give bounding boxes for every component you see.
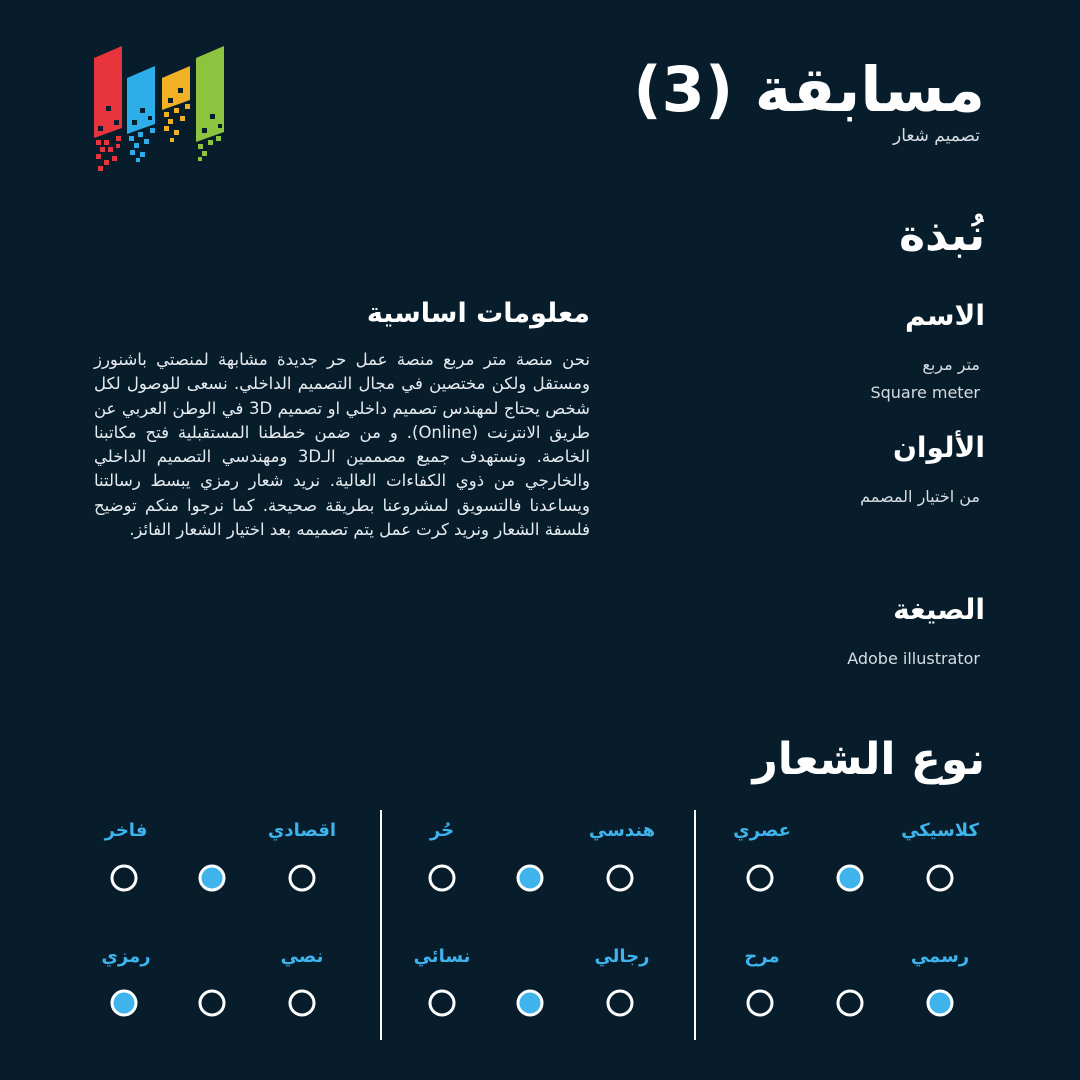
scale-option[interactable] [429, 990, 456, 1017]
column-divider [694, 810, 696, 1040]
scale-option-selected[interactable] [517, 865, 544, 892]
scale-label-right: هندسي [588, 820, 656, 841]
scale-label-right: رجالي [594, 946, 650, 967]
scale-label-right: رسمي [910, 946, 970, 967]
about-heading: معلومات اساسية [366, 298, 590, 329]
scale-label-left: حُر [429, 820, 455, 841]
logo-type-heading: نوع الشعار [752, 734, 985, 785]
scale-option-selected[interactable] [927, 990, 954, 1017]
scale-option[interactable] [747, 990, 774, 1017]
scale-option-selected[interactable] [837, 865, 864, 892]
format-label: الصيغة [893, 593, 985, 626]
scale-label-left: رمزي [101, 946, 151, 967]
scale-label-left: مرح [744, 946, 780, 967]
scale-option-selected[interactable] [111, 990, 138, 1017]
scale-label-right: اقصادي [267, 820, 337, 841]
brand-logo [94, 44, 226, 174]
scale-option-selected[interactable] [517, 990, 544, 1017]
scale-option-selected[interactable] [199, 865, 226, 892]
scale-option[interactable] [607, 990, 634, 1017]
brief-heading: نُبذة [899, 210, 985, 261]
name-label: الاسم [905, 299, 985, 332]
column-divider [380, 810, 382, 1040]
page-subtitle: تصميم شعار [893, 126, 980, 146]
format-value: Adobe illustrator [847, 649, 980, 668]
scale-option[interactable] [747, 865, 774, 892]
scale-option[interactable] [199, 990, 226, 1017]
scale-option[interactable] [429, 865, 456, 892]
name-english: Square meter [870, 383, 980, 402]
scale-label-left: نسائي [413, 946, 471, 967]
scale-option[interactable] [927, 865, 954, 892]
scale-label-right: كلاسيكي [901, 820, 979, 841]
scale-label-left: عصري [733, 820, 791, 841]
scale-option[interactable] [289, 990, 316, 1017]
scale-label-right: نصي [280, 946, 324, 967]
scale-label-left: فاخر [104, 820, 148, 841]
colors-value: من اختيار المصمم [860, 487, 980, 506]
colors-label: الألوان [892, 431, 985, 464]
about-paragraph: نحن منصة متر مربع منصة عمل حر جديدة مشابهة لمنصتي باشنورز ومستقل ولكن مختصين في مجال التصميم الداخلي. نسعى للوصول لكل شخص يحتاج لمهندس تصميم داخلي او تصميم 3D في الوطن العربي عن طريق الانترنت (Online). و من ضمن خططنا المستقبلية فتح مكاتبنا الخاصة. ونستهدف جميع مصممين الـ3D ومهندسي التصميم الداخلي والخارجي من ذوي الكفاءات العالية. نريد شعار رمزي يبسط رسالتنا ويساعدنا فالتسويق لمشروعنا بطريقة صحيحة. كما نرجوا منكم توضيح فلسفة الشعار ونريد كرت عمل يتم تصميمه بعد اختيار الشعار الفائز. [94, 350, 591, 540]
scale-option[interactable] [607, 865, 634, 892]
scale-option[interactable] [837, 990, 864, 1017]
page-title: مسابقة (3) [633, 53, 985, 126]
scale-option[interactable] [289, 865, 316, 892]
name-arabic: متر مربع [922, 355, 980, 374]
scale-option[interactable] [111, 865, 138, 892]
